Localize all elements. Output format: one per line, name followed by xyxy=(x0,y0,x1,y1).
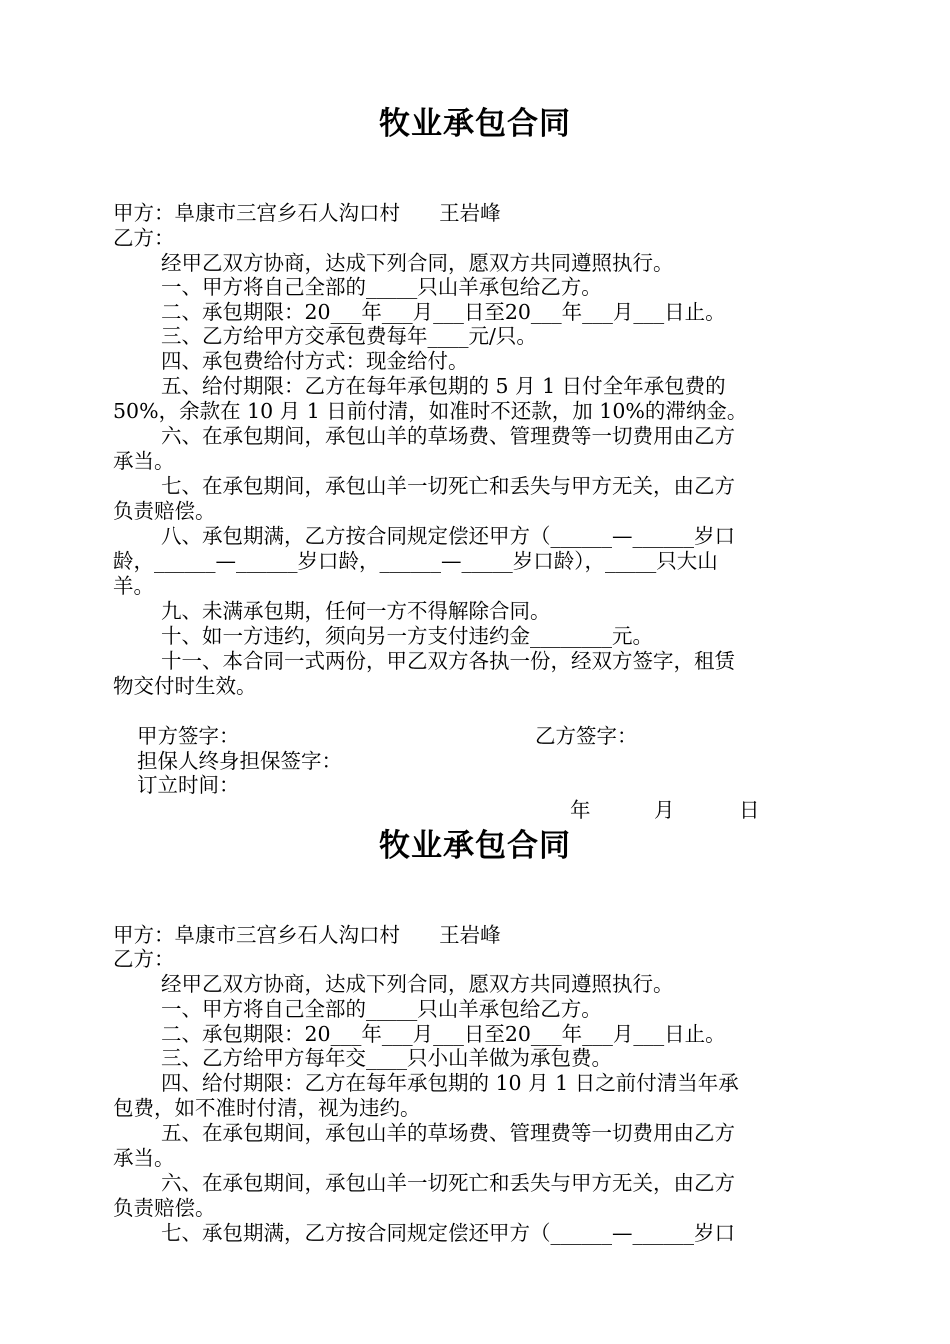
intro-paragraph: 经甲乙双方协商，达成下列合同，愿双方共同遵照执行。 xyxy=(161,251,674,275)
party-b-signature-label: 乙方签字： xyxy=(535,724,638,748)
date-label: 订立时间： xyxy=(137,773,240,797)
clause-1: 一、甲方将自己全部的_____只山羊承包给乙方。 xyxy=(161,275,602,299)
date-year: 年 xyxy=(570,798,591,822)
clause-6-line-2: 承当。 xyxy=(113,449,175,473)
date-month: 月 xyxy=(654,798,675,822)
date-day: 日 xyxy=(739,798,760,822)
clause-7-line-1: 七、承包期满，乙方按合同规定偿还甲方（______—______岁口 xyxy=(161,1221,735,1245)
clause-2: 二、承包期限：20___年___月___日至20___年___月___日止。 xyxy=(161,300,726,324)
clause-11-line-1: 十一、本合同一式两份，甲乙双方各执一份，经双方签字，租赁 xyxy=(161,649,735,673)
clause-5-line-1: 五、给付期限：乙方在每年承包期的 5 月 1 日付全年承包费的 xyxy=(161,374,726,398)
clause-3: 三、乙方给甲方每年交____只小山羊做为承包费。 xyxy=(161,1046,612,1070)
clause-5-line-2: 50%，余款在 10 月 1 日前付清，如准时不还款，加 10%的滞纳金。 xyxy=(113,399,748,423)
clause-5-line-2: 承当。 xyxy=(113,1146,175,1170)
clause-4-line-1: 四、给付期限：乙方在每年承包期的 10 月 1 日之前付清当年承 xyxy=(161,1071,739,1095)
clause-7-line-1: 七、在承包期间，承包山羊一切死亡和丢失与甲方无关，由乙方 xyxy=(161,474,735,498)
clause-6-line-1: 六、在承包期间，承包山羊一切死亡和丢失与甲方无关，由乙方 xyxy=(161,1171,735,1195)
contract-title: 牧业承包合同 xyxy=(379,106,571,142)
clause-8-line-3: 羊。 xyxy=(113,574,154,598)
clause-8-line-2: 龄，______—______岁口龄，______—_____岁口龄），_____只大山 xyxy=(113,549,718,573)
intro-paragraph: 经甲乙双方协商，达成下列合同，愿双方共同遵照执行。 xyxy=(161,972,674,996)
party-b-line: 乙方： xyxy=(113,947,175,971)
clause-4: 四、承包费给付方式：现金给付。 xyxy=(161,349,469,373)
guarantor-signature-label: 担保人终身担保签字： xyxy=(137,749,342,773)
clause-5-line-1: 五、在承包期间，承包山羊的草场费、管理费等一切费用由乙方 xyxy=(161,1121,735,1145)
party-a-line: 甲方：阜康市三宫乡石人沟口村 王岩峰 xyxy=(113,923,501,947)
clause-10: 十、如一方违约，须向另一方支付违约金________元。 xyxy=(161,624,653,648)
party-b-line: 乙方： xyxy=(113,226,175,250)
contract-title: 牧业承包合同 xyxy=(379,828,571,864)
clause-9: 九、未满承包期，任何一方不得解除合同。 xyxy=(161,599,551,623)
clause-1: 一、甲方将自己全部的_____只山羊承包给乙方。 xyxy=(161,997,602,1021)
clause-3: 三、乙方给甲方交承包费每年____元/只。 xyxy=(161,324,537,348)
party-a-line: 甲方：阜康市三宫乡石人沟口村 王岩峰 xyxy=(113,201,501,225)
clause-8-line-1: 八、承包期满，乙方按合同规定偿还甲方（______—______岁口 xyxy=(161,524,735,548)
clause-6-line-1: 六、在承包期间，承包山羊的草场费、管理费等一切费用由乙方 xyxy=(161,424,735,448)
clause-4-line-2: 包费，如不准时付清，视为违约。 xyxy=(113,1096,421,1120)
clause-7-line-2: 负责赔偿。 xyxy=(113,499,216,523)
party-a-signature-label: 甲方签字： xyxy=(137,724,240,748)
clause-2: 二、承包期限：20___年___月___日至20___年___月___日止。 xyxy=(161,1022,726,1046)
clause-6-line-2: 负责赔偿。 xyxy=(113,1196,216,1220)
clause-11-line-2: 物交付时生效。 xyxy=(113,674,257,698)
